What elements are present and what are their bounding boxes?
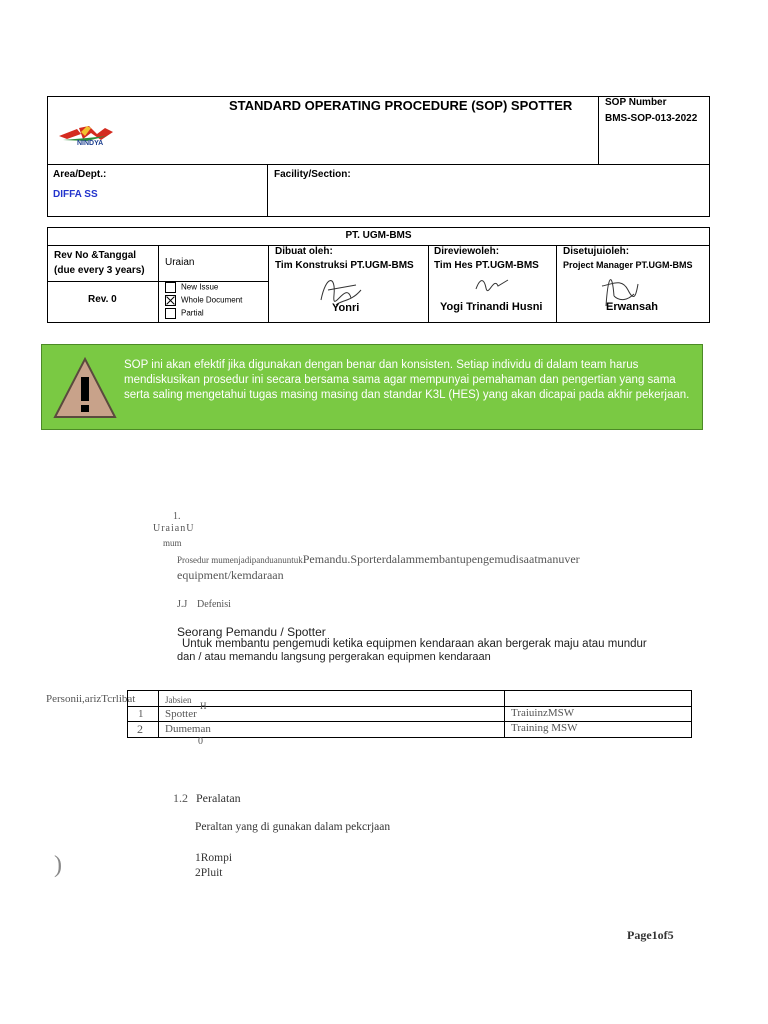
disetujui-label: Disetujuioleh:	[563, 246, 630, 257]
prosedur-big: Pemandu.Sporterdalammembantupengemudisaatmanuver	[302, 552, 580, 566]
checkbox-box[interactable]	[165, 282, 176, 293]
header-divider	[267, 164, 268, 217]
definisi-number: J.J	[177, 599, 188, 610]
checkbox-label: New Issue	[181, 282, 219, 292]
sop-number: BMS-SOP-013-2022	[605, 113, 698, 124]
warning-text: SOP ini akan efektif jika digunakan dengan benar dan konsisten. Setiap individu di dalam team harus mendiskusikan prosedur ini secara bersama sama agar mempunyai pemahaman dan pengertian yang sama serta saling mengetahui tugas masing masing dan standar K3L (HES) yang akan dicapai pada akhir pekerjaan.	[124, 359, 690, 401]
direview-label: Direviewoleh:	[434, 246, 500, 257]
peralatan-item-2: 2Pluit	[195, 867, 223, 879]
personil-table	[127, 690, 692, 738]
rev-label: Rev No &Tanggal	[54, 250, 137, 261]
prosedur-text	[177, 550, 580, 568]
header-divider	[47, 164, 710, 165]
disetujui-team: Project Manager PT.UGM-BMS	[563, 260, 693, 270]
checkbox-whole-document[interactable]	[165, 295, 242, 306]
checkbox-new-issue[interactable]	[165, 282, 218, 293]
checkbox-box[interactable]	[165, 295, 176, 306]
table-row-1-jabatan: Spotter	[165, 708, 197, 720]
table-row-1-no: 1	[138, 708, 144, 720]
table-rule	[556, 245, 557, 323]
table-rule	[428, 245, 429, 323]
table-rule	[158, 245, 159, 323]
section-1-number: 1.	[173, 511, 181, 522]
table-rule	[127, 706, 692, 707]
checkbox-partial[interactable]	[165, 308, 204, 319]
definisi-line-3: dan / atau memandu langsung pergerakan equipmen kendaraan	[177, 651, 491, 663]
peralatan-intro: Peraltan yang di gunakan dalam pekcrjaan	[195, 821, 391, 833]
page-title: STANDARD OPERATING PROCEDURE (SOP) SPOTTER	[229, 98, 573, 113]
table-header-jabatan: Jabsien	[165, 695, 192, 705]
page-number: Page1of5	[627, 928, 674, 942]
table-row-2-training: Training MSW	[511, 722, 578, 734]
direview-team: Tim Hes PT.UGM-BMS	[434, 260, 539, 271]
prosedur-line2: equipment/kemdaraan	[177, 568, 284, 582]
table-rule	[158, 690, 159, 738]
checkbox-label: Partial	[181, 308, 204, 318]
stray-mark: )	[54, 852, 62, 878]
checkbox-label: Whole Document	[181, 295, 243, 305]
section-1-title: UraianU	[153, 523, 195, 534]
area-value: DIFFA SS	[53, 189, 98, 200]
sop-number-label: SOP Number	[605, 97, 667, 108]
table-rule	[268, 245, 269, 323]
warning-triangle-icon	[53, 355, 117, 426]
section-1-2-title: Peralatan	[196, 791, 241, 805]
sign-name-direview: Yogi Trinandi Husni	[440, 301, 543, 313]
company-logo	[57, 124, 115, 156]
company-name: PT. UGM-BMS	[345, 230, 412, 241]
table-rule	[504, 690, 505, 738]
prosedur-small: Prosedur mumenjadipanduanuntuk	[177, 555, 303, 565]
signature-direview	[474, 274, 514, 299]
area-label: Area/Dept.:	[53, 169, 107, 180]
logo-text: NINDYA	[77, 140, 104, 147]
dibuat-team: Tim Konstruksi PT.UGM-BMS	[275, 260, 414, 271]
definisi-title: Defenisi	[197, 599, 231, 610]
section-1-2-number: 1.2	[173, 791, 188, 805]
sign-name-dibuat: Yonri	[332, 302, 360, 314]
definisi-line-1: Seorang Pemandu / Spotter	[177, 625, 326, 639]
personil-label: Personii,arizTcrlibat	[46, 693, 136, 705]
section-1-title-cont: mum	[163, 538, 182, 548]
peralatan-item-1: 1Rompi	[195, 852, 233, 864]
table-mark: H	[200, 701, 207, 711]
checkbox-box[interactable]	[165, 308, 176, 319]
facility-label: Facility/Section:	[274, 169, 351, 180]
rev-value: Rev. 0	[88, 294, 117, 305]
table-row-1-training: TraiuinzMSW	[511, 707, 575, 719]
rev-sub: (due every 3 years)	[54, 265, 145, 276]
table-mark: 0	[198, 736, 203, 747]
sign-name-disetujui: Erwansah	[606, 301, 658, 313]
table-row-2-no: 2	[137, 722, 143, 736]
warning-banner	[41, 344, 703, 430]
definisi-line-2: Untuk membantu pengemudi ketika equipmen kendaraan akan bergerak maju atau mundur	[182, 638, 647, 650]
header-divider	[598, 96, 599, 165]
uraian-label: Uraian	[165, 257, 195, 268]
dibuat-label: Dibuat oleh:	[275, 246, 333, 257]
table-rule	[127, 721, 692, 722]
table-row-2-jabatan: Dumeman	[165, 723, 211, 735]
